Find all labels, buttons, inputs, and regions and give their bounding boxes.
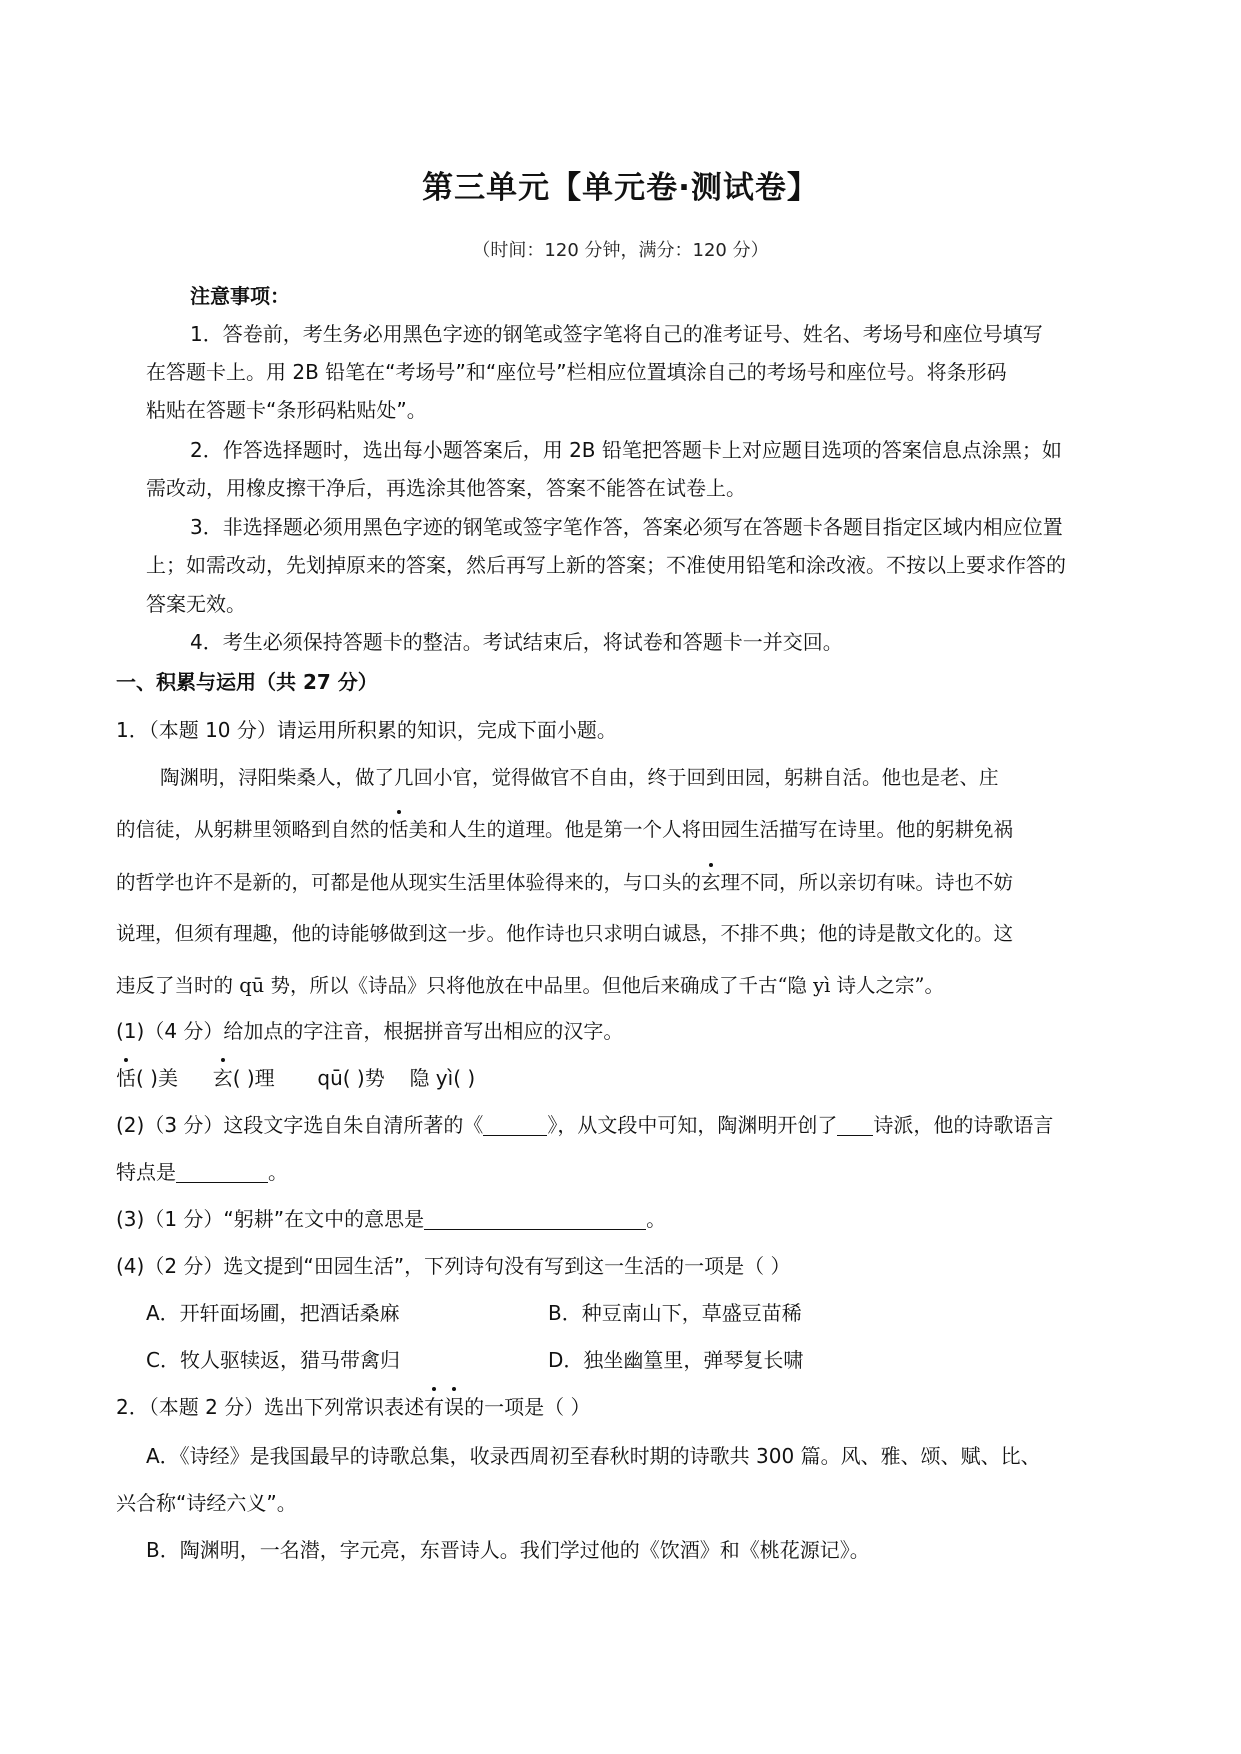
option-b[interactable]: B．陶渊明，一名潜，字元亮，东晋诗人。我们学过他的《饮酒》和《桃花源记》。 [146,1538,870,1562]
pinyin-items [116,1064,475,1092]
dotted-char: 恬 [116,1066,136,1090]
dotted-char: 有 [424,1395,445,1419]
passage-line [116,816,1013,844]
passage-line [116,869,1013,897]
notice-line: 2．作答选择题时，选出每小题答案后，用 2B 铅笔把答题卡上对应题目选项的答案信息点涂黑；如 [190,438,1062,462]
question-text: 》，从文段中可知，陶渊明开创了 [547,1113,838,1137]
dotted-char: 恬 [389,816,409,844]
question-text: 诗派，他的诗歌语言 [873,1113,1054,1137]
question-text: 的一项是（ ） [464,1395,591,1419]
passage-line: 说理，但须有理趣，他的诗能够做到这一步。他作诗也只求明白诚恳，不排不典；他的诗是散文化的。这 [116,922,1014,945]
option-d[interactable]: D．独坐幽篁里，弹琴复长啸 [548,1348,804,1372]
item-text: 美 [157,1066,178,1090]
question-2-stem [116,1393,591,1421]
time-score-info: （时间：120 分钟，满分：120 分） [472,240,769,261]
notice-line: 粘贴在答题卡“条形码粘贴处”。 [146,398,427,422]
option-a[interactable]: A．《诗经》是我国最早的诗歌总集，收录西周初至春秋时期的诗歌共 300 篇。风、雅、颂、赋、比、 [146,1444,1041,1468]
passage-text: 的信徒，从躬耕里领略到自然的 [116,818,390,841]
answer-blank[interactable] [176,1160,268,1183]
question-text: 2．（本题 2 分）选出下列常识表述 [116,1395,425,1419]
answer-paren[interactable]: ( ) [136,1066,158,1090]
item-text: 势 [364,1066,385,1090]
subquestion-2 [116,1111,1053,1139]
dotted-char: 误 [444,1395,465,1419]
subquestion-3 [116,1205,666,1233]
option-a[interactable]: A．开轩面场圃，把酒话桑麻 [146,1301,400,1325]
option-c[interactable]: C．牧人驱犊返，猎马带禽归 [146,1348,400,1372]
page-title: 第三单元【单元卷·测试卷】 [422,170,819,206]
dotted-char: 玄 [701,869,721,897]
item-text: 隐 yì [409,1066,454,1090]
question-text: 。 [268,1160,288,1184]
dotted-char: 玄 [212,1066,233,1090]
notice-line: 1．答卷前，考生务必用黑色字迹的钢笔或签字笔将自己的准考证号、姓名、考场号和座位号填写 [190,322,1043,346]
question-text: (3)（1 分）“躬耕”在文中的意思是 [116,1207,425,1231]
answer-paren[interactable]: ( ) [232,1066,255,1090]
option-a-cont: 兴合称“诗经六义”。 [116,1491,297,1515]
question-text: (2)（3 分）这段文字选自朱自清所著的《 [116,1113,484,1137]
question-1-stem: 1．（本题 10 分）请运用所积累的知识，完成下面小题。 [116,718,617,742]
notice-line: 需改动，用橡皮擦干净后，再选涂其他答案，答案不能答在试卷上。 [146,476,746,500]
answer-blank[interactable] [837,1113,873,1136]
item-text: 理 [254,1066,275,1090]
passage-text: 理不同，所以亲切有味。诗也不妨 [720,871,1014,894]
notice-line: 3．非选择题必须用黑色字迹的钢笔或签字笔作答，答案必须写在答题卡各题目指定区域内相应位置 [190,515,1063,539]
answer-paren[interactable]: ( ) [453,1066,476,1090]
question-text: 。 [646,1207,667,1231]
subquestion-1-stem: (1)（4 分）给加点的字注音，根据拼音写出相应的汉字。 [116,1019,624,1043]
notice-line: 答案无效。 [146,592,246,616]
subquestion-2-cont [116,1158,288,1186]
notice-line: 4．考生必须保持答题卡的整洁。考试结束后，将试卷和答题卡一并交回。 [190,630,843,654]
passage-text: 的哲学也许不是新的，可都是他从现实生活里体验得来的，与口头的 [116,871,702,894]
notice-line: 上；如需改动，先划掉原来的答案，然后再写上新的答案；不准使用铅笔和涂改液。不按以上要求作答的 [146,553,1066,577]
option-b[interactable]: B．种豆南山下，草盛豆苗稀 [548,1301,802,1325]
notice-line: 在答题卡上。用 2B 铅笔在“考场号”和“座位号”栏相应位置填涂自己的考场号和座位号。将条形码 [146,360,1007,384]
passage-line: 违反了当时的 qū 势，所以《诗品》只将他放在中品里。但他后来确成了千古“隐 yì 诗人之宗”。 [116,974,945,997]
passage-line: 陶渊明，浔阳柴桑人，做了几回小官，觉得做官不自由，终于回到田园，躬耕自活。他也是老、庄 [160,766,999,789]
notice-heading: 注意事项： [190,284,290,308]
answer-paren[interactable]: ( ) [342,1066,365,1090]
subquestion-4-stem: (4)（2 分）选文提到“田园生活”，下列诗句没有写到这一生活的一项是（ ） [116,1254,791,1278]
answer-blank[interactable] [424,1207,646,1230]
section-heading: 一、积累与运用（共 27 分） [116,670,378,694]
answer-blank[interactable] [483,1113,547,1136]
item-text: qū [317,1066,343,1090]
question-text: 特点是 [116,1160,176,1184]
passage-text: 美和人生的道理。他是第一个人将田园生活描写在诗里。他的躬耕免祸 [408,818,1014,841]
